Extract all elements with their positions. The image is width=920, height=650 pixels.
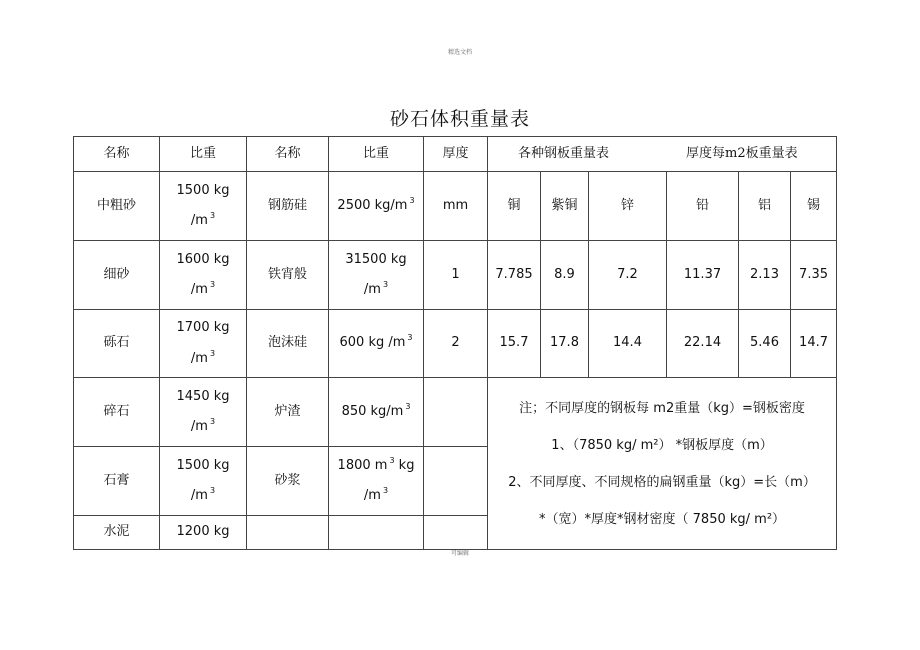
calculation-note	[488, 378, 837, 550]
material-density: 850 kg/m $^3$	[329, 378, 424, 447]
metal-weight: 17.8	[541, 310, 589, 378]
header-per-m2: 厚度每m2板重量表	[686, 145, 798, 161]
header-name-1: 名称	[74, 137, 160, 172]
material-density: 31500 kg /m $^3$	[329, 241, 424, 310]
metal-weight: 2.13	[739, 241, 791, 310]
page-title: 砂石体积重量表	[389, 108, 530, 130]
header-density-1: 比重	[160, 137, 247, 172]
material-density: 600 kg /m $^3$	[329, 310, 424, 378]
metal-name: 锌	[589, 172, 667, 241]
metal-weight: 14.4	[589, 310, 667, 378]
material-name: 细砂	[74, 241, 160, 310]
metal-weight: 14.7	[791, 310, 837, 378]
metal-name: 紫铜	[541, 172, 589, 241]
metal-name: 锡	[791, 172, 837, 241]
material-density: 1800 m $^3$ kg /m $^3$	[329, 447, 424, 516]
material-density: 1200 kg	[160, 516, 247, 550]
material-name: 中粗砂	[74, 172, 160, 241]
header-thickness: 厚度	[424, 137, 488, 172]
metal-weight: 11.37	[667, 241, 739, 310]
footer-note: 可编辑	[450, 550, 469, 557]
material-name: 水泥	[74, 516, 160, 550]
metal-name: 铝	[739, 172, 791, 241]
metal-weight: 8.9	[541, 241, 589, 310]
empty-cell	[329, 516, 424, 550]
thickness-value: 2	[424, 310, 488, 378]
material-name: 钢筋硅	[247, 172, 329, 241]
material-density: 1450 kg /m $^3$	[160, 378, 247, 447]
metal-weight: 22.14	[667, 310, 739, 378]
thickness-value: 1	[424, 241, 488, 310]
material-density: 1500 kg /m $^3$	[160, 172, 247, 241]
header-note: 精选文档	[447, 49, 472, 56]
empty-cell	[424, 516, 488, 550]
material-name: 铁宵般	[247, 241, 329, 310]
empty-cell	[424, 447, 488, 516]
note-line: 1、（7850 kg/ m²） *钢板厚度（m）	[551, 437, 773, 453]
material-density: 1700 kg /m $^3$	[160, 310, 247, 378]
metal-weight: 7.35	[791, 241, 837, 310]
weight-table	[73, 136, 837, 550]
material-name: 砾石	[74, 310, 160, 378]
material-name: 碎石	[74, 378, 160, 447]
material-name: 石膏	[74, 447, 160, 516]
metal-name: 铜	[488, 172, 541, 241]
header-plate-tables	[488, 137, 837, 172]
metal-weight: 15.7	[488, 310, 541, 378]
table-row	[74, 310, 837, 378]
metal-name: 铅	[667, 172, 739, 241]
metal-weight: 7.785	[488, 241, 541, 310]
note-line: *（宽）*厚度*钢材密度（ 7850 kg/ m²）	[539, 511, 786, 527]
thickness-unit: mm	[424, 172, 488, 241]
empty-cell	[424, 378, 488, 447]
metal-weight: 5.46	[739, 310, 791, 378]
material-density: 1600 kg /m $^3$	[160, 241, 247, 310]
material-name: 泡沫硅	[247, 310, 329, 378]
note-line: 2、不同厚度、不同规格的扁钢重量（kg）=长（m）	[508, 474, 816, 490]
header-steel-plate: 各种钢板重量表	[518, 145, 610, 161]
empty-cell	[247, 516, 329, 550]
header-density-2: 比重	[329, 137, 424, 172]
table-header-row	[74, 137, 837, 172]
table-row	[74, 378, 837, 447]
material-name: 砂浆	[247, 447, 329, 516]
material-name: 炉渣	[247, 378, 329, 447]
table-row	[74, 241, 837, 310]
note-line: 注；不同厚度的钢板每 m2重量（kg）=钢板密度	[519, 400, 805, 416]
header-name-2: 名称	[247, 137, 329, 172]
table-row	[74, 172, 837, 241]
material-density: 2500 kg/m $^3$	[329, 172, 424, 241]
metal-weight: 7.2	[589, 241, 667, 310]
material-density: 1500 kg /m $^3$	[160, 447, 247, 516]
